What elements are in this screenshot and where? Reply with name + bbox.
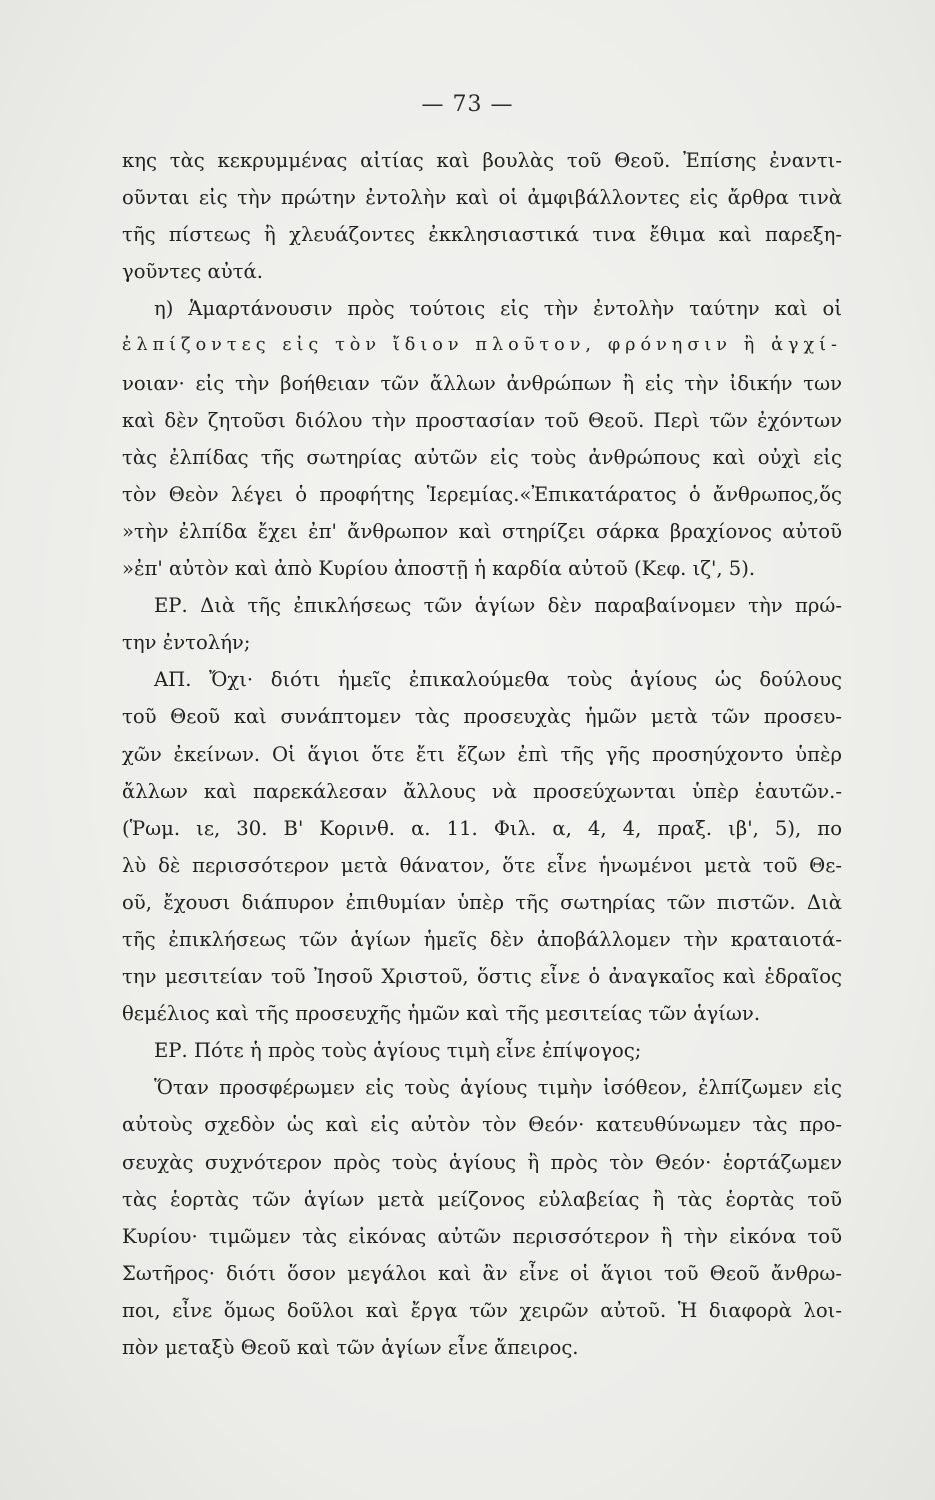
text-line: τῆς πίστεως ἢ χλευάζοντες ἐκκλησιαστικά τινα ἔθιμα καὶ παρεξη- bbox=[122, 223, 842, 247]
text-line: »ἐπ' αὐτὸν καὶ ἀπὸ Κυρίου ἀποστῇ ἡ καρδία αὐτοῦ (Κεφ. ιζ', 5). bbox=[122, 557, 756, 581]
text-line: τὰς ἐλπίδας τῆς σωτηρίας αὐτῶν εἰς τοὺς ἀνθρώπους καὶ οὐχὶ εἰς bbox=[122, 445, 842, 469]
text-line: νοιαν· εἰς τὴν βοήθειαν τῶν ἄλλων ἀνθρώπων ἢ εἰς τὴν ἰδικήν των bbox=[122, 371, 842, 395]
text-line: πὸν μεταξὺ Θεοῦ καὶ τῶν ἁγίων εἶνε ἄπειρος. bbox=[122, 1336, 579, 1359]
page-number: — 73 — bbox=[421, 92, 514, 117]
text-line: ἄλλων καὶ παρεκάλεσαν ἄλλους νὰ προσεύχωνται ὑπὲρ ἑαυτῶν.- bbox=[122, 779, 842, 803]
text-line: αὐτοὺς σχεδὸν ὡς καὶ εἰς αὐτὸν τὸν Θεόν· κατευθύνωμεν τὰς προ- bbox=[122, 1113, 842, 1137]
text-line: την ἐντολήν; bbox=[122, 631, 251, 655]
text-line: καὶ δὲν ζητοῦσι διόλου τὴν προστασίαν τοῦ Θεοῦ. Περὶ τῶν ἐχόντων bbox=[122, 408, 842, 432]
text-line: ποι, εἶνε ὅμως δοῦλοι καὶ ἔργα τῶν χειρῶν αὐτοῦ. Ἡ διαφορὰ λοι- bbox=[122, 1298, 842, 1322]
body-text bbox=[122, 142, 842, 1366]
text-line: λὺ δὲ περισσότερον μετὰ θάνατον, ὅτε εἶνε ἡνωμένοι μετὰ τοῦ Θε- bbox=[122, 853, 842, 877]
text-line: οῦ, ἔχουσι διάπυρον ἐπιθυμίαν ὑπὲρ τῆς σωτηρίας τῶν πιστῶν. Διὰ bbox=[122, 890, 842, 914]
text-line: ΑΠ. Ὄχι· διότι ἡμεῖς ἐπικαλούμεθα τοὺς ἁγίους ὡς δούλους bbox=[154, 668, 842, 692]
text-line: τὸν Θεὸν λέγει ὁ προφήτης Ἱερεμίας.«Ἐπικατάρατος ὁ ἄνθρωπος,ὅς bbox=[122, 482, 842, 506]
text-line: Σωτῆρος· διότι ὅσον μεγάλοι καὶ ἂν εἶνε οἱ ἅγιοι τοῦ Θεοῦ ἄνθρω- bbox=[122, 1261, 842, 1285]
text-line: (Ῥωμ. ιε, 30. Β' Κορινθ. α. 11. Φιλ. α, 4, 4, πραξ. ιβ', 5), πο bbox=[122, 816, 842, 840]
text-line: γοῦντες αὐτά. bbox=[122, 260, 263, 284]
text-line: κης τὰς κεκρυμμένας αἰτίας καὶ βουλὰς τοῦ Θεοῦ. Ἐπίσης ἐναντι- bbox=[122, 149, 842, 172]
text-line: τῆς ἐπικλήσεως τῶν ἁγίων ἡμεῖς δὲν ἀποβάλλομεν τὴν κραταιοτά- bbox=[122, 927, 842, 951]
text-line: θεμέλιος καὶ τῆς προσευχῆς ἡμῶν καὶ τῆς μεσιτείας τῶν ἁγίων. bbox=[122, 1002, 761, 1026]
text-line: οῦνται εἰς τὴν πρώτην ἐντολὴν καὶ οἱ ἀμφιβάλλοντες εἰς ἄρθρα τινὰ bbox=[122, 186, 842, 210]
text-line: Ὅταν προσφέρωμεν εἰς τοὺς ἁγίους τιμὴν ἰσόθεον, ἐλπίζωμεν εἰς bbox=[154, 1076, 842, 1100]
text-line: σευχὰς συχνότερον πρὸς τοὺς ἁγίους ἢ πρὸς τὸν Θεόν· ἑορτάζωμεν bbox=[122, 1150, 842, 1174]
text-line: ΕΡ. Διὰ τῆς ἐπικλήσεως τῶν ἁγίων δὲν παραβαίνομεν τὴν πρώ- bbox=[154, 594, 842, 618]
text-line: ΕΡ. Πότε ἡ πρὸς τοὺς ἁγίους τιμὴ εἶνε ἐπίψογος; bbox=[154, 1039, 642, 1063]
text-line: τοῦ Θεοῦ καὶ συνάπτομεν τὰς προσευχὰς ἡμῶν μετὰ τῶν προσευ- bbox=[122, 705, 842, 729]
text-line: τὰς ἑορτὰς τῶν ἁγίων μετὰ μείζονος εὐλαβείας ἢ τὰς ἑορτὰς τοῦ bbox=[122, 1187, 842, 1211]
text-line: »τὴν ἐλπίδα ἔχει ἐπ' ἄνθρωπον καὶ στηρίζει σάρκα βραχίονος αὐτοῦ bbox=[122, 519, 842, 543]
text-line: ἐλπίζοντες εἰς τὸν ἴδιον πλοῦτον, φρόνησιν ἢ ἀγχί- bbox=[122, 335, 842, 356]
text-line: την μεσιτείαν τοῦ Ἰησοῦ Χριστοῦ, ὅστις εἶνε ὁ ἀναγκαῖος καὶ ἑδραῖος bbox=[122, 965, 842, 989]
text-line: Κυρίου· τιμῶμεν τὰς εἰκόνας αὐτῶν περισσότερον ἢ τὴν εἰκόνα τοῦ bbox=[122, 1224, 842, 1248]
text-line: η) Ἁμαρτάνουσιν πρὸς τούτοις εἰς τὴν ἐντολὴν ταύτην καὶ οἱ bbox=[154, 297, 842, 321]
text-line: χῶν ἐκείνων. Οἱ ἅγιοι ὅτε ἔτι ἔζων ἐπὶ τῆς γῆς προσηύχοντο ὑπὲρ bbox=[122, 742, 842, 766]
